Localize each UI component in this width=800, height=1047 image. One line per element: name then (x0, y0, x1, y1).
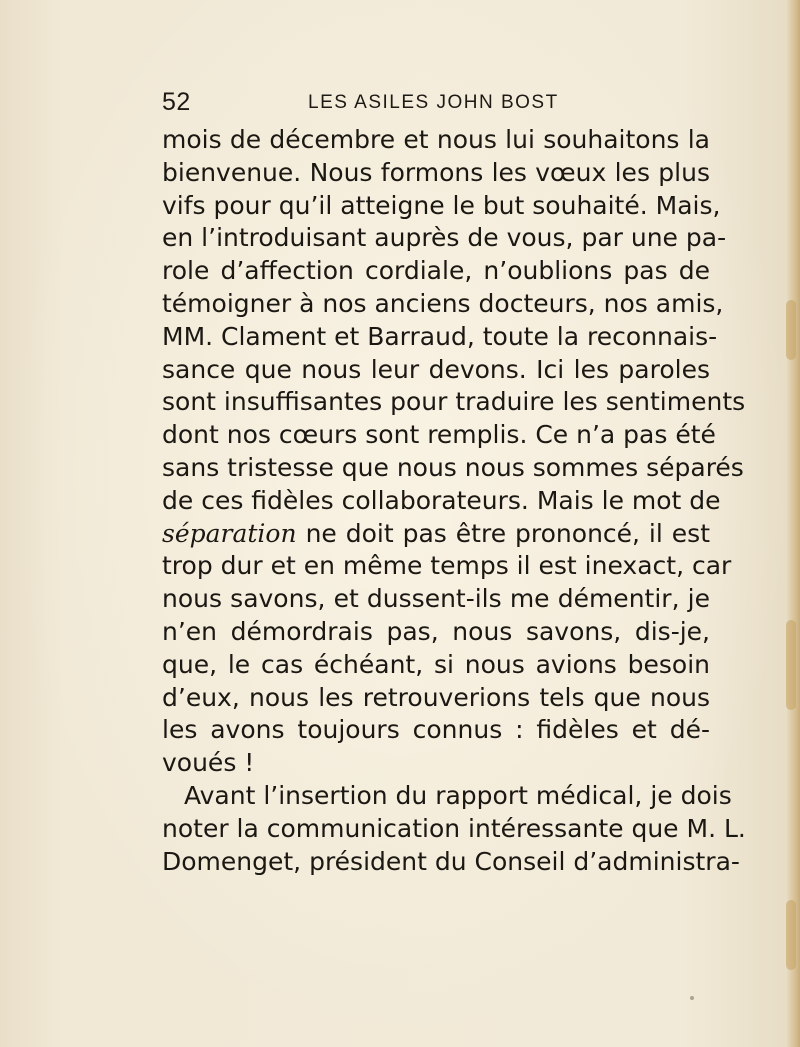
ink-speck (690, 996, 694, 1000)
text-line: n’en démordrais pas, nous savons, dis-je, (162, 616, 710, 646)
text-line-with-italic (162, 518, 710, 551)
text-line: role d’affection cordiale, n’oublions pas de (162, 256, 710, 286)
text-line: noter la communication intéressante que M. L. (162, 813, 746, 843)
text-line: que, le cas échéant, si nous avions besoin (162, 649, 710, 679)
page-stain (786, 620, 796, 710)
paragraph-start-line: Avant l’insertion du rapport médical, je dois (184, 780, 732, 810)
text-line: sans tristesse que nous nous sommes séparés (162, 452, 744, 482)
page-number: 52 (162, 88, 191, 116)
body-text (162, 124, 746, 878)
page-edge (786, 0, 800, 1047)
text-line: sont insuffisantes pour traduire les sentiments (162, 387, 746, 417)
text-line: témoigner à nos anciens docteurs, nos amis, (162, 288, 724, 318)
text-line: de ces fidèles collaborateurs. Mais le mot de (162, 485, 721, 515)
text-line: d’eux, nous les retrouverions tels que nous (162, 682, 710, 712)
text-line: trop dur et en même temps il est inexact, car (162, 551, 732, 581)
text-line: bienvenue. Nous formons les vœux les plus (162, 157, 710, 187)
text-line: mois de décembre et nous lui souhaitons la (162, 125, 710, 154)
text-line: Domenget, président du Conseil d’administra- (162, 846, 740, 876)
text-line: voués ! (162, 748, 255, 778)
text-line-rest: ne doit pas être prononcé, il est (305, 518, 710, 548)
text-line: nous savons, et dussent-ils me démentir, je (162, 584, 710, 614)
text-line: MM. Clament et Barraud, toute la reconnais- (162, 321, 718, 351)
italic-word: séparation (162, 518, 297, 548)
page-stain (786, 900, 796, 970)
text-line: dont nos cœurs sont remplis. Ce n’a pas été (162, 420, 716, 450)
page-header (162, 88, 722, 122)
text-line: sance que nous leur devons. Ici les paroles (162, 354, 710, 384)
page-stain (786, 300, 796, 360)
text-line: en l’introduisant auprès de vous, par une pa- (162, 223, 727, 253)
text-line: les avons toujours connus : fidèles et dé- (162, 715, 710, 745)
running-title: LES ASILES JOHN BOST (308, 92, 559, 113)
text-line: vifs pour qu’il atteigne le but souhaité. Mais, (162, 190, 721, 220)
